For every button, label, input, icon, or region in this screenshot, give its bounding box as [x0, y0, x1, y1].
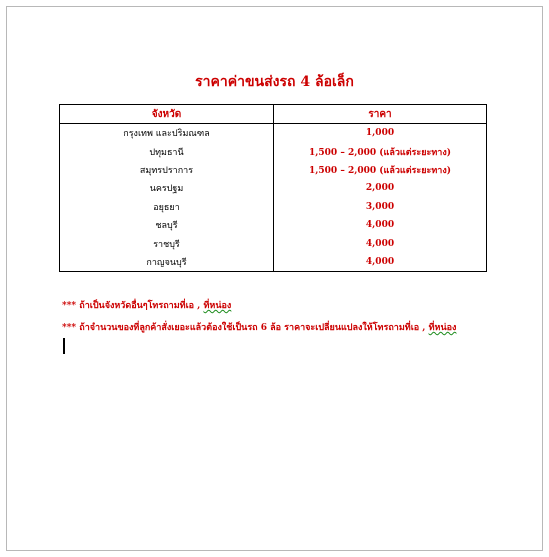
table-row	[60, 124, 487, 143]
column-header-price: ราคา	[274, 105, 487, 124]
price-cell: 1,500 – 2,000 (แล้วแต่ระยะทาง)	[274, 161, 487, 179]
column-header-province: จังหวัด	[60, 105, 274, 124]
table-row	[60, 198, 487, 216]
province-cell: กาญจนบุรี	[60, 253, 274, 272]
price-cell: 3,000	[274, 198, 487, 216]
price-table	[59, 104, 487, 272]
province-cell: สมุทรปราการ	[60, 161, 274, 179]
province-cell: กรุงเทพ และปริมณฑล	[60, 124, 274, 143]
price-cell: 4,000	[274, 234, 487, 252]
table-row	[60, 253, 487, 272]
note-six-wheel-truck	[62, 320, 456, 334]
price-cell: 4,000	[274, 216, 487, 234]
table-row	[60, 234, 487, 252]
province-cell: อยุธยา	[60, 198, 274, 216]
note-underlined-text: ที่หน่อง	[203, 301, 232, 311]
table-header-row	[60, 105, 487, 124]
price-cell: 4,000	[274, 253, 487, 272]
province-cell: ราชบุรี	[60, 234, 274, 252]
note-text: ถ้าจำนวนของที่ลูกค้าสั่งเยอะแล้วต้องใช้เป็นรถ 6 ล้อ ราคาจะเปลี่ยนแปลงให้โทรถามที่เอ ,	[79, 323, 429, 333]
note-underlined-text: ที่หน่อง	[428, 323, 457, 333]
note-prefix: ***	[62, 301, 80, 311]
province-cell: นครปฐม	[60, 179, 274, 197]
document-title: ราคาค่าขนส่งรถ 4 ล้อเล็ก	[195, 74, 354, 90]
price-cell: 1,500 – 2,000 (แล้วแต่ระยะทาง)	[274, 142, 487, 160]
note-other-provinces	[62, 298, 231, 312]
price-cell: 1,000	[274, 124, 487, 143]
table-row	[60, 216, 487, 234]
province-cell: ชลบุรี	[60, 216, 274, 234]
text-cursor[interactable]	[63, 338, 65, 354]
note-text: ถ้าเป็นจังหวัดอื่นๆโทรถามที่เอ ,	[79, 301, 204, 311]
table-row	[60, 142, 487, 160]
table-row	[60, 161, 487, 179]
note-prefix: ***	[62, 323, 80, 333]
province-cell: ปทุมธานี	[60, 142, 274, 160]
table-row	[60, 179, 487, 197]
price-cell: 2,000	[274, 179, 487, 197]
